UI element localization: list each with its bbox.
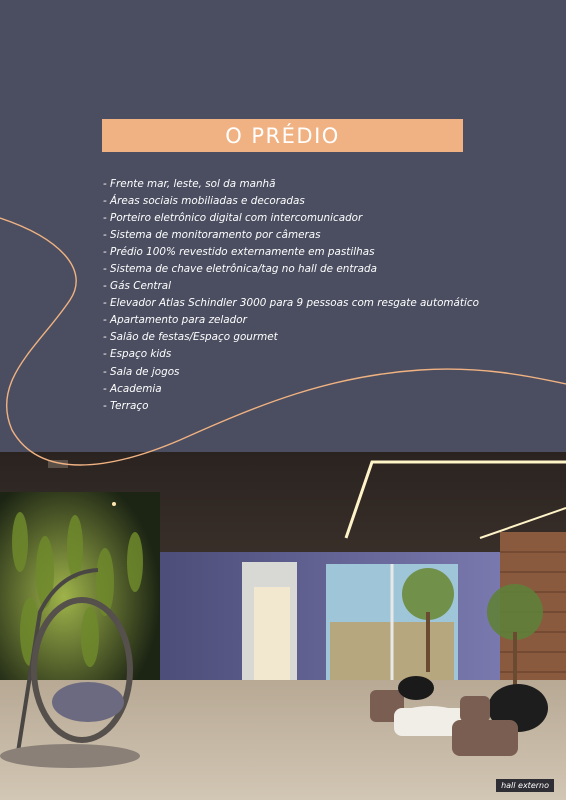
feature-item: - Apartamento para zelador — [103, 314, 247, 327]
feature-item: - Elevador Atlas Schindler 3000 para 9 pessoas com resgate automático — [103, 297, 479, 310]
page-title: O PRÉDIO — [225, 123, 340, 148]
title-banner — [102, 119, 463, 152]
feature-item: - Sistema de monitoramento por câmeras — [103, 229, 321, 242]
feature-item: - Porteiro eletrônico digital com intercomunicador — [103, 212, 363, 225]
feature-item: - Terraço — [103, 399, 149, 412]
feature-item: - Sala de jogos — [103, 365, 180, 378]
feature-item: - Espaço kids — [103, 348, 172, 361]
feature-item: - Academia — [103, 382, 162, 395]
feature-item: - Áreas sociais mobiliadas e decoradas — [103, 195, 305, 208]
photo-caption: hall externo — [496, 779, 554, 792]
feature-item: - Salão de festas/Espaço gourmet — [103, 331, 278, 344]
feature-item: - Sistema de chave eletrônica/tag no hall de entrada — [103, 263, 377, 276]
feature-item: - Prédio 100% revestido externamente em pastilhas — [103, 246, 375, 259]
feature-item: - Gás Central — [103, 280, 172, 293]
feature-list — [103, 176, 479, 415]
feature-item: - Frente mar, leste, sol da manhã — [103, 178, 276, 190]
hall-photo — [0, 452, 566, 800]
